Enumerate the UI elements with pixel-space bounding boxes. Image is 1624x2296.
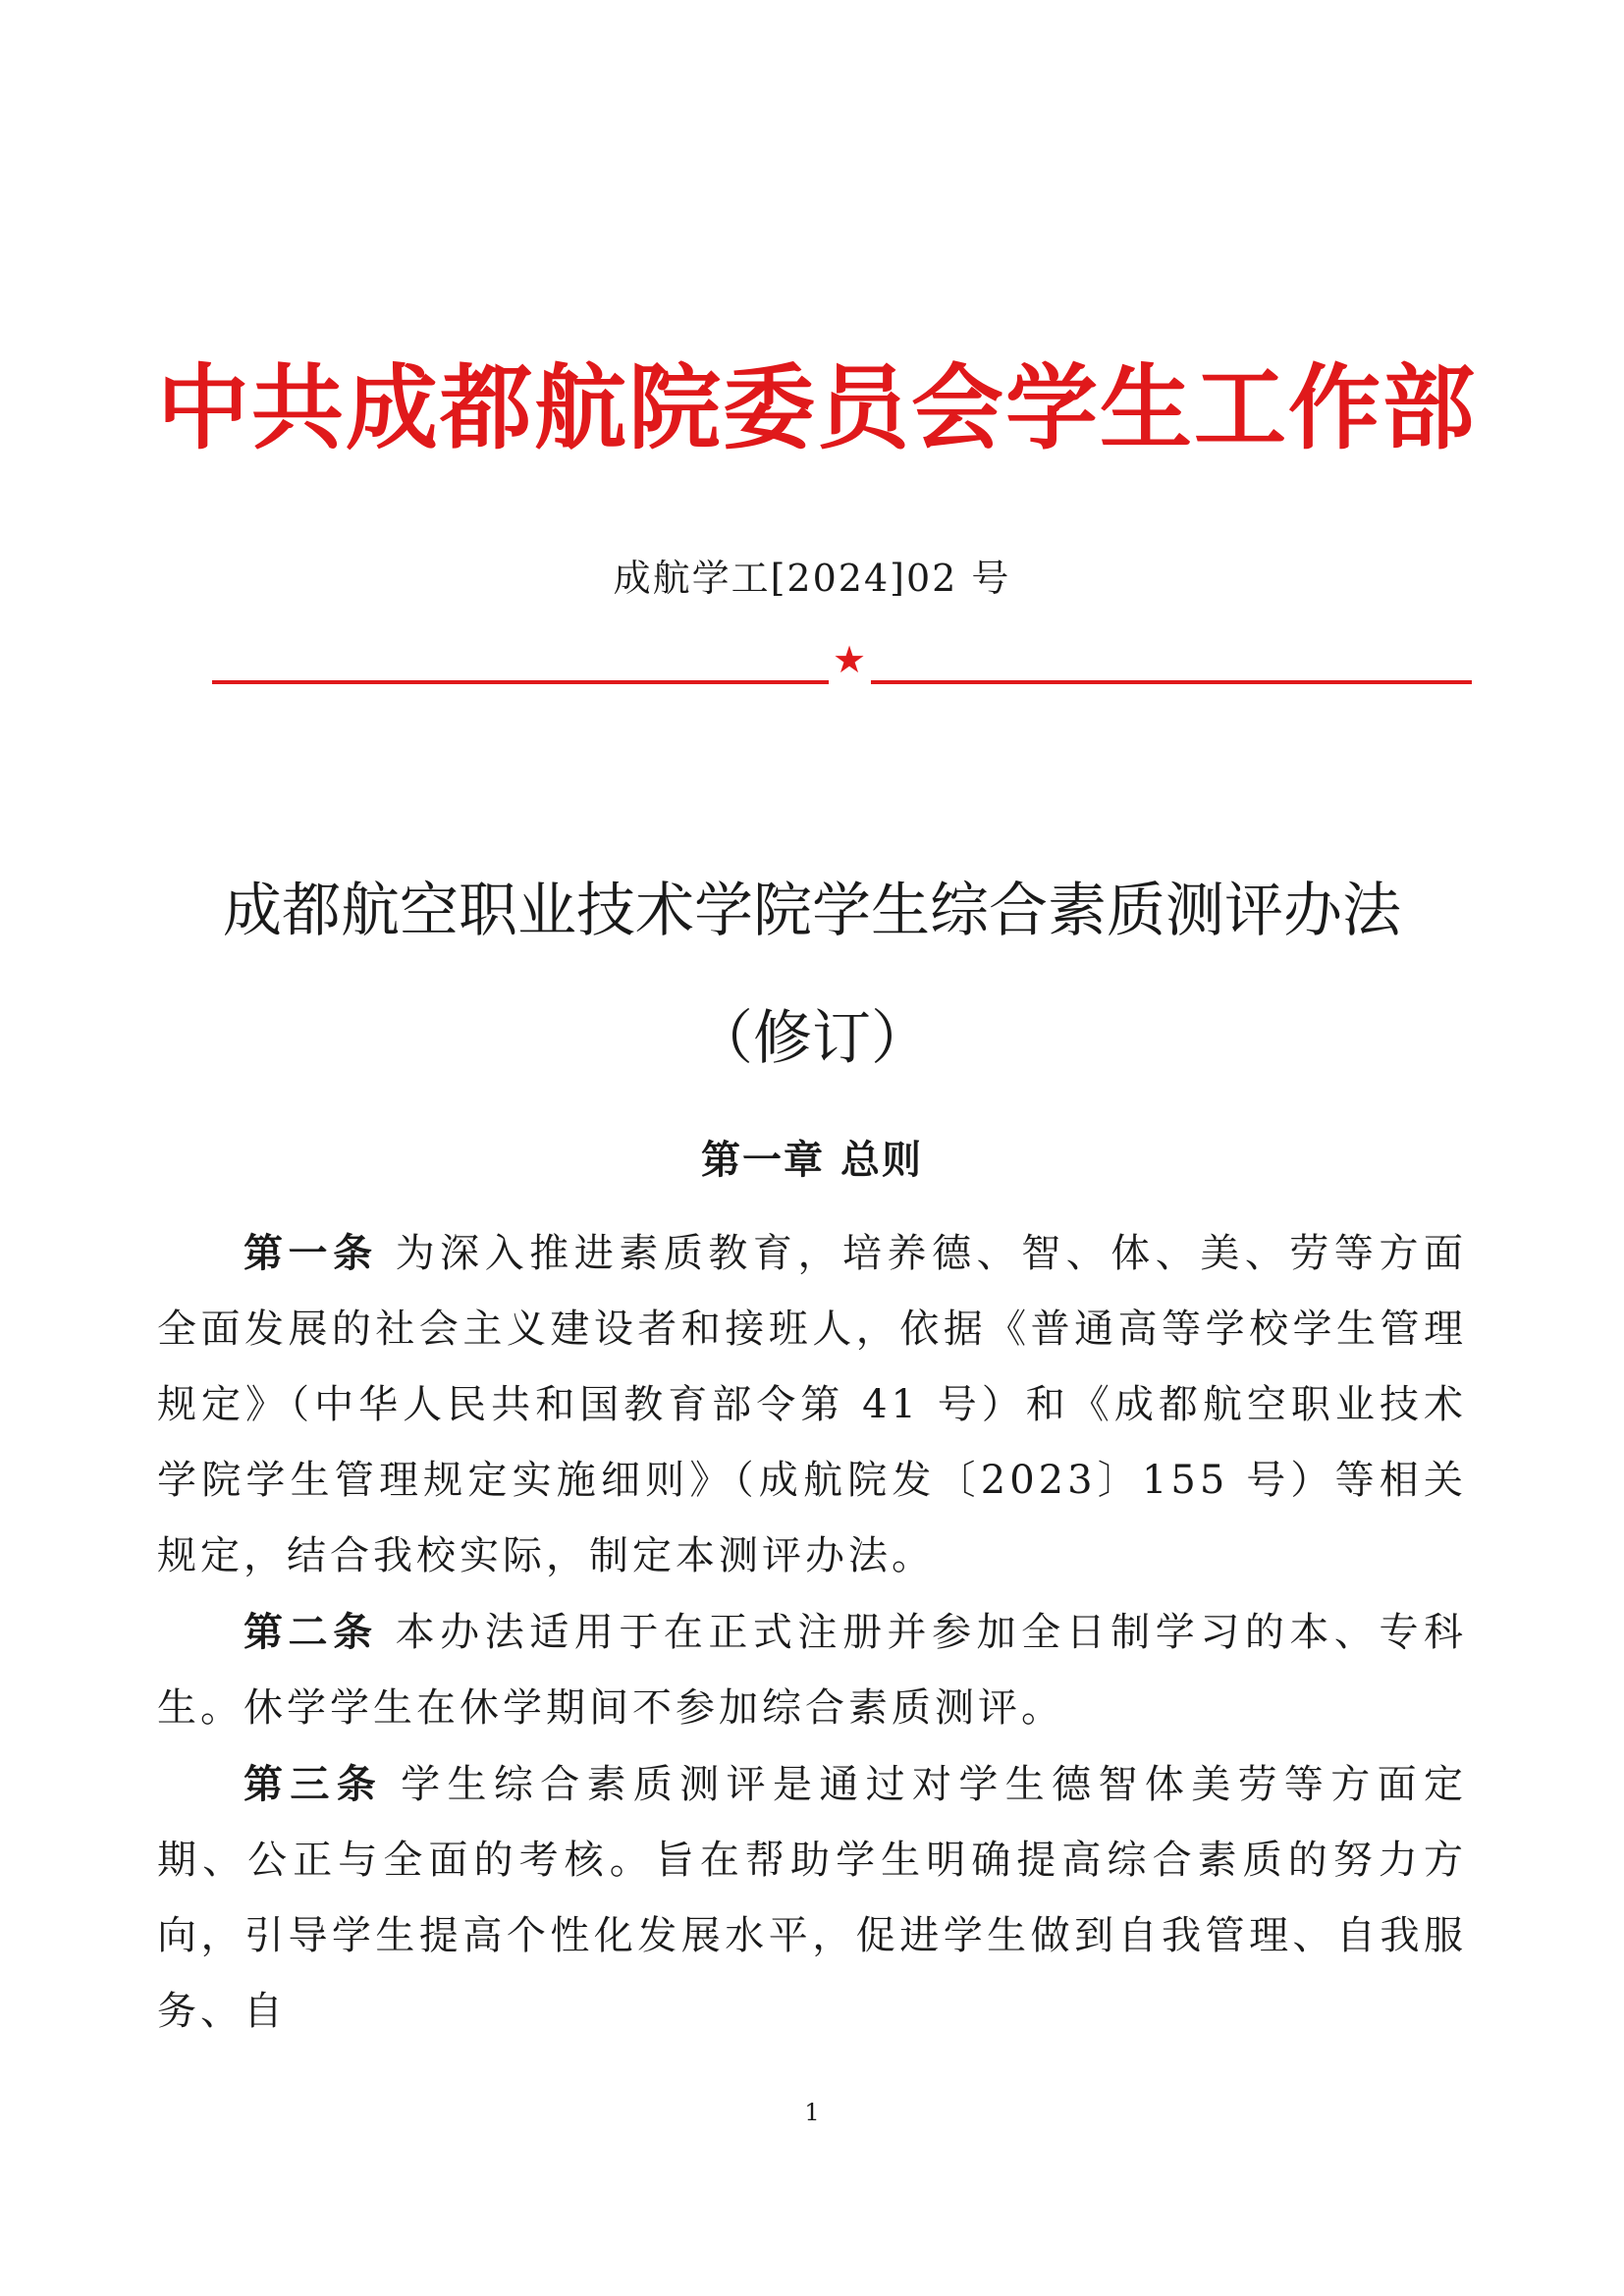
article-label: 第三条 — [244, 1761, 384, 1807]
document-subtitle: （修订） — [694, 1004, 930, 1073]
page-number: 1 — [804, 2099, 820, 2126]
article-1 — [157, 1215, 1467, 1594]
document-body — [157, 1215, 1467, 2050]
article-text: 为深入推进素质教育，培养德、智、体、美、劳等方面全面发展的社会主义建设者和接班人，依据《普通高等学校学生管理规定》（中华人民共和国教育部令第 41 号）和《成都航空职业技术学院学生管理规定实施细则》（成航院发〔2023〕155 号）等相关规定，结合我校实际，制定本测评办法。 — [157, 1231, 1468, 1578]
article-text: 本办法适用于在正式注册并参加全日制学习的本、专科生。休学学生在休学期间不参加综合素质测评。 — [157, 1610, 1468, 1731]
red-divider-right — [871, 680, 1472, 684]
red-star-icon: ★ — [832, 638, 867, 681]
article-label: 第一条 — [244, 1230, 378, 1276]
article-3 — [157, 1746, 1467, 2050]
issuer-masthead: 中共成都航院委员会学生工作部 — [157, 354, 1478, 462]
document-number: 成航学工[2024]02 号 — [613, 557, 1011, 600]
chapter-heading: 第一章 总则 — [701, 1137, 923, 1183]
article-label: 第二条 — [244, 1609, 378, 1655]
red-divider-left — [212, 680, 829, 684]
document-title: 成都航空职业技术学院学生综合素质测评办法 — [223, 877, 1401, 945]
article-text: 学生综合素质测评是通过对学生德智体美劳等方面定期、公正与全面的考核。旨在帮助学生明确提高综合素质的努力方向，引导学生提高个性化发展水平，促进学生做到自我管理、自我服务、自 — [157, 1762, 1468, 2034]
article-2 — [157, 1594, 1467, 1746]
